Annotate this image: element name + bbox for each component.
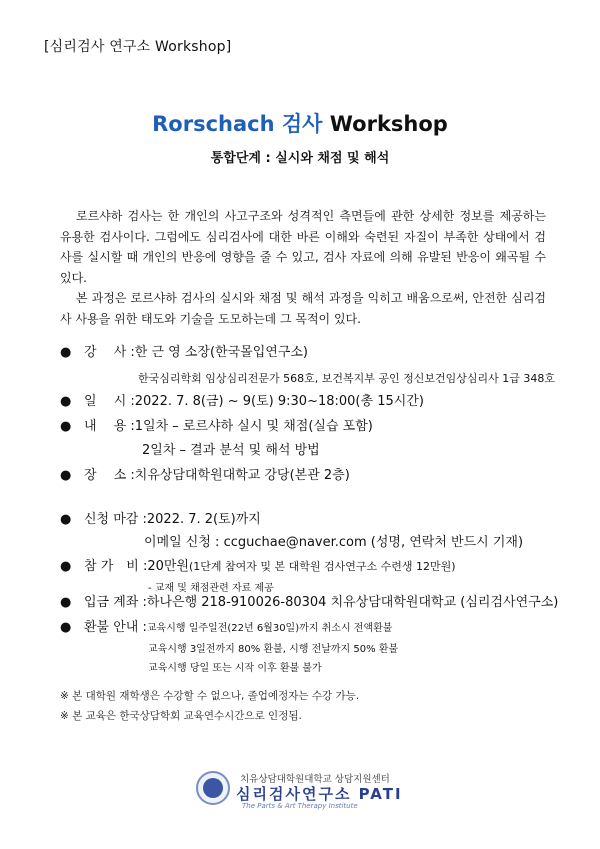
account-value: 하나은행 218-910026-80304 치유상담대학원대학교 (심리검사연구소) bbox=[146, 595, 559, 610]
bullet-icon: ● bbox=[60, 394, 72, 409]
refund-line-2: 교육시행 3일전까지 80% 환불, 시행 전날까지 50% 환불 bbox=[148, 644, 399, 655]
date-row bbox=[60, 393, 424, 411]
refund-row bbox=[60, 619, 392, 638]
email-row bbox=[144, 534, 523, 552]
fee-row bbox=[60, 558, 456, 576]
date-value: 2022. 7. 8(금) ~ 9(토) 9:30~18:00(총 15시간) bbox=[134, 394, 424, 409]
deadline-row bbox=[60, 511, 261, 529]
footer-logo bbox=[196, 771, 416, 811]
account-label: 입금 계좌 : bbox=[84, 595, 147, 610]
title-rorschach: Rorschach 검사 bbox=[152, 112, 323, 136]
lecturer-value: 한 근 영 소장(한국몰입연구소) bbox=[134, 345, 309, 360]
fee-sub: - 교재 및 채점관련 자료 제공 bbox=[148, 583, 274, 594]
header-label: [심리검사 연구소 Workshop] bbox=[44, 39, 232, 55]
note-1: ※ 본 대학원 재학생은 수강할 수 없으나, 졸업예정자는 수강 가능. bbox=[60, 690, 360, 702]
note-2: ※ 본 교육은 한국상담학회 교육연수시간으로 인정됨. bbox=[60, 710, 302, 722]
page-title bbox=[0, 108, 600, 138]
intro-paragraph-2: 본 과정은 로르샤하 검사의 실시와 채점 및 해석 과정을 익히고 배움으로써, 안전한 심리검사 사용을 위한 태도와 기술을 도모하는데 그 목적이 있다. bbox=[60, 291, 546, 326]
seal-icon bbox=[196, 771, 230, 805]
account-row bbox=[60, 594, 558, 612]
lecturer-row bbox=[60, 344, 308, 362]
notes bbox=[60, 686, 359, 726]
lecturer-detail: 한국심리학회 임상심리전문가 568호, 보건복지부 공인 정신보건임상심리사 1급 348호 bbox=[138, 372, 555, 385]
title-workshop: Workshop bbox=[329, 112, 448, 136]
fee-label: 참 가 비 : bbox=[84, 559, 148, 574]
deadline-value: 2022. 7. 2(토)까지 bbox=[146, 512, 261, 527]
bullet-icon: ● bbox=[60, 595, 72, 610]
place-label: 장 소 : bbox=[84, 468, 135, 483]
fee-value: 20만원 bbox=[147, 559, 189, 574]
deadline-label: 신청 마감 : bbox=[84, 512, 147, 527]
date-label: 일 시 : bbox=[84, 394, 135, 409]
content-row bbox=[60, 418, 373, 436]
fee-note: (1단계 참여자 및 본 대학원 검사연구소 수련생 12만원) bbox=[189, 560, 456, 573]
bullet-icon: ● bbox=[60, 345, 72, 360]
place-value: 치유상담대학원대학교 강당(본관 2층) bbox=[134, 468, 350, 483]
bullet-icon: ● bbox=[60, 620, 72, 635]
intro-paragraph-1: 로르샤하 검사는 한 개인의 사고구조와 성격적인 측면들에 관한 상세한 정보를 제공하는 유용한 검사이다. 그럼에도 심리검사에 대한 바른 이해와 숙련된 자질이 부족한 상태에서 검사를 실시할 때 개인의 반응에 영향을 줄 수 있고, 검사 자료에 의해 유발된 반응이 왜곡될 수 있다. bbox=[60, 209, 546, 285]
footer-org: 치유상담대학원대학교 상담지원센터 bbox=[240, 774, 390, 785]
content-day2: 2일차 – 결과 분석 및 해석 방법 bbox=[142, 443, 320, 458]
bullet-icon: ● bbox=[60, 468, 72, 483]
content-label: 내 용 : bbox=[84, 419, 135, 434]
content-day1: 1일차 – 로르샤하 실시 및 채점(실습 포함) bbox=[134, 419, 373, 434]
intro-text bbox=[60, 206, 546, 329]
lecturer-label: 강 사 : bbox=[84, 345, 135, 360]
place-row bbox=[60, 467, 350, 485]
page-subtitle: 통합단계 : 실시와 채점 및 해석 bbox=[210, 151, 390, 166]
refund-line-1: 교육시행 일주일전(22년 6월30일)까지 취소시 전액환불 bbox=[146, 623, 393, 634]
refund-line-3: 교육시행 당일 또는 시작 이후 환불 불가 bbox=[148, 663, 322, 674]
footer-institute-name: 심리검사연구소 PATI bbox=[236, 785, 403, 803]
email-label: 이메일 신청 : bbox=[144, 535, 224, 550]
bullet-icon: ● bbox=[60, 512, 72, 527]
refund-label: 환불 안내 : bbox=[84, 620, 147, 635]
bullet-icon: ● bbox=[60, 559, 72, 574]
footer-english-name: The Parts & Art Therapy Institute bbox=[242, 802, 358, 810]
email-value: ccguchae@naver.com (성명, 연락처 반드시 기재) bbox=[223, 535, 524, 550]
bullet-icon: ● bbox=[60, 419, 72, 434]
